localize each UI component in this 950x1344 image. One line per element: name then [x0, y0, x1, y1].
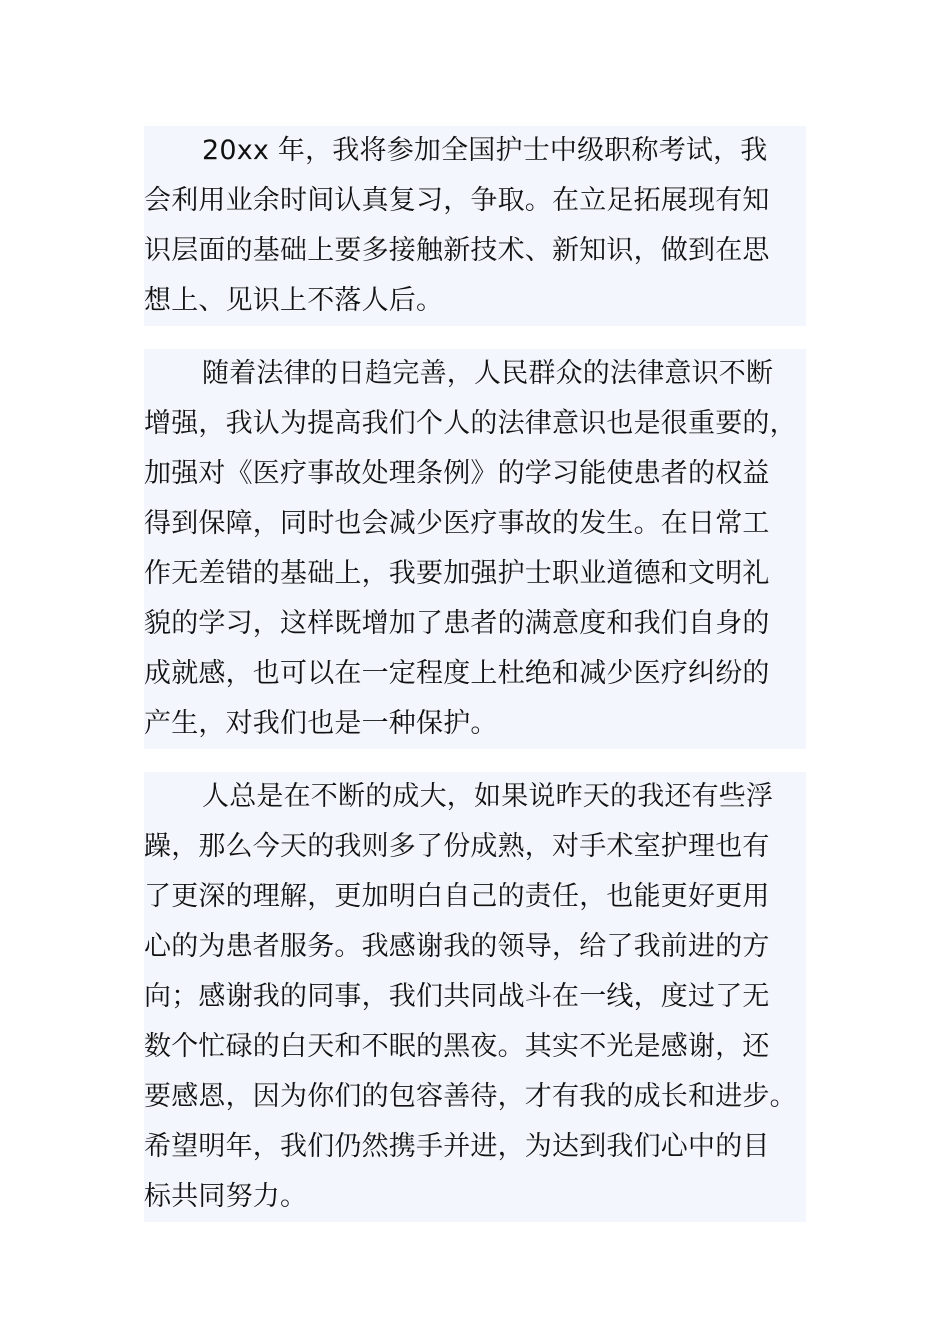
text-line: 人总是在不断的成大，如果说昨天的我还有些浮 — [202, 781, 774, 812]
text-line: 20xx 年，我将参加全国护士中级职称考试，我 — [202, 135, 768, 166]
text-line: 会利用业余时间认真复习，争取。在立足拓展现有知 — [144, 185, 770, 216]
paragraph — [144, 126, 806, 326]
text-line: 识层面的基础上要多接触新技术、新知识，做到在思 — [144, 235, 770, 266]
text-line: 成就感，也可以在一定程度上杜绝和减少医疗纠纷的 — [144, 658, 770, 689]
text-line: 貌的学习，这样既增加了患者的满意度和我们自身的 — [144, 608, 770, 639]
paragraph — [144, 772, 806, 1222]
text-line: 心的为患者服务。我感谢我的领导，给了我前进的方 — [144, 931, 770, 962]
paragraph — [144, 349, 806, 749]
text-line: 躁，那么今天的我则多了份成熟，对手术室护理也有 — [144, 831, 770, 862]
text-line: 希望明年，我们仍然携手并进，为达到我们心中的目 — [144, 1131, 770, 1162]
text-line: 标共同努力。 — [144, 1181, 308, 1212]
text-line: 随着法律的日趋完善，人民群众的法律意识不断 — [202, 358, 774, 389]
text-line: 加强对《医疗事故处理条例》的学习能使患者的权益 — [144, 458, 770, 489]
text-line: 了更深的理解，更加明白自己的责任，也能更好更用 — [144, 881, 770, 912]
text-line: 数个忙碌的白天和不眠的黑夜。其实不光是感谢，还 — [144, 1031, 770, 1062]
text-line: 得到保障，同时也会减少医疗事故的发生。在日常工 — [144, 508, 770, 539]
text-line: 向；感谢我的同事，我们共同战斗在一线，度过了无 — [144, 981, 770, 1012]
text-line: 作无差错的基础上，我要加强护士职业道德和文明礼 — [144, 558, 770, 589]
document-body — [144, 126, 806, 1222]
text-line: 增强，我认为提高我们个人的法律意识也是很重要的， — [144, 408, 797, 439]
text-line: 想上、见识上不落人后。 — [144, 285, 444, 316]
text-line: 产生，对我们也是一种保护。 — [144, 708, 498, 739]
text-line: 要感恩，因为你们的包容善待，才有我的成长和进步。 — [144, 1081, 797, 1112]
